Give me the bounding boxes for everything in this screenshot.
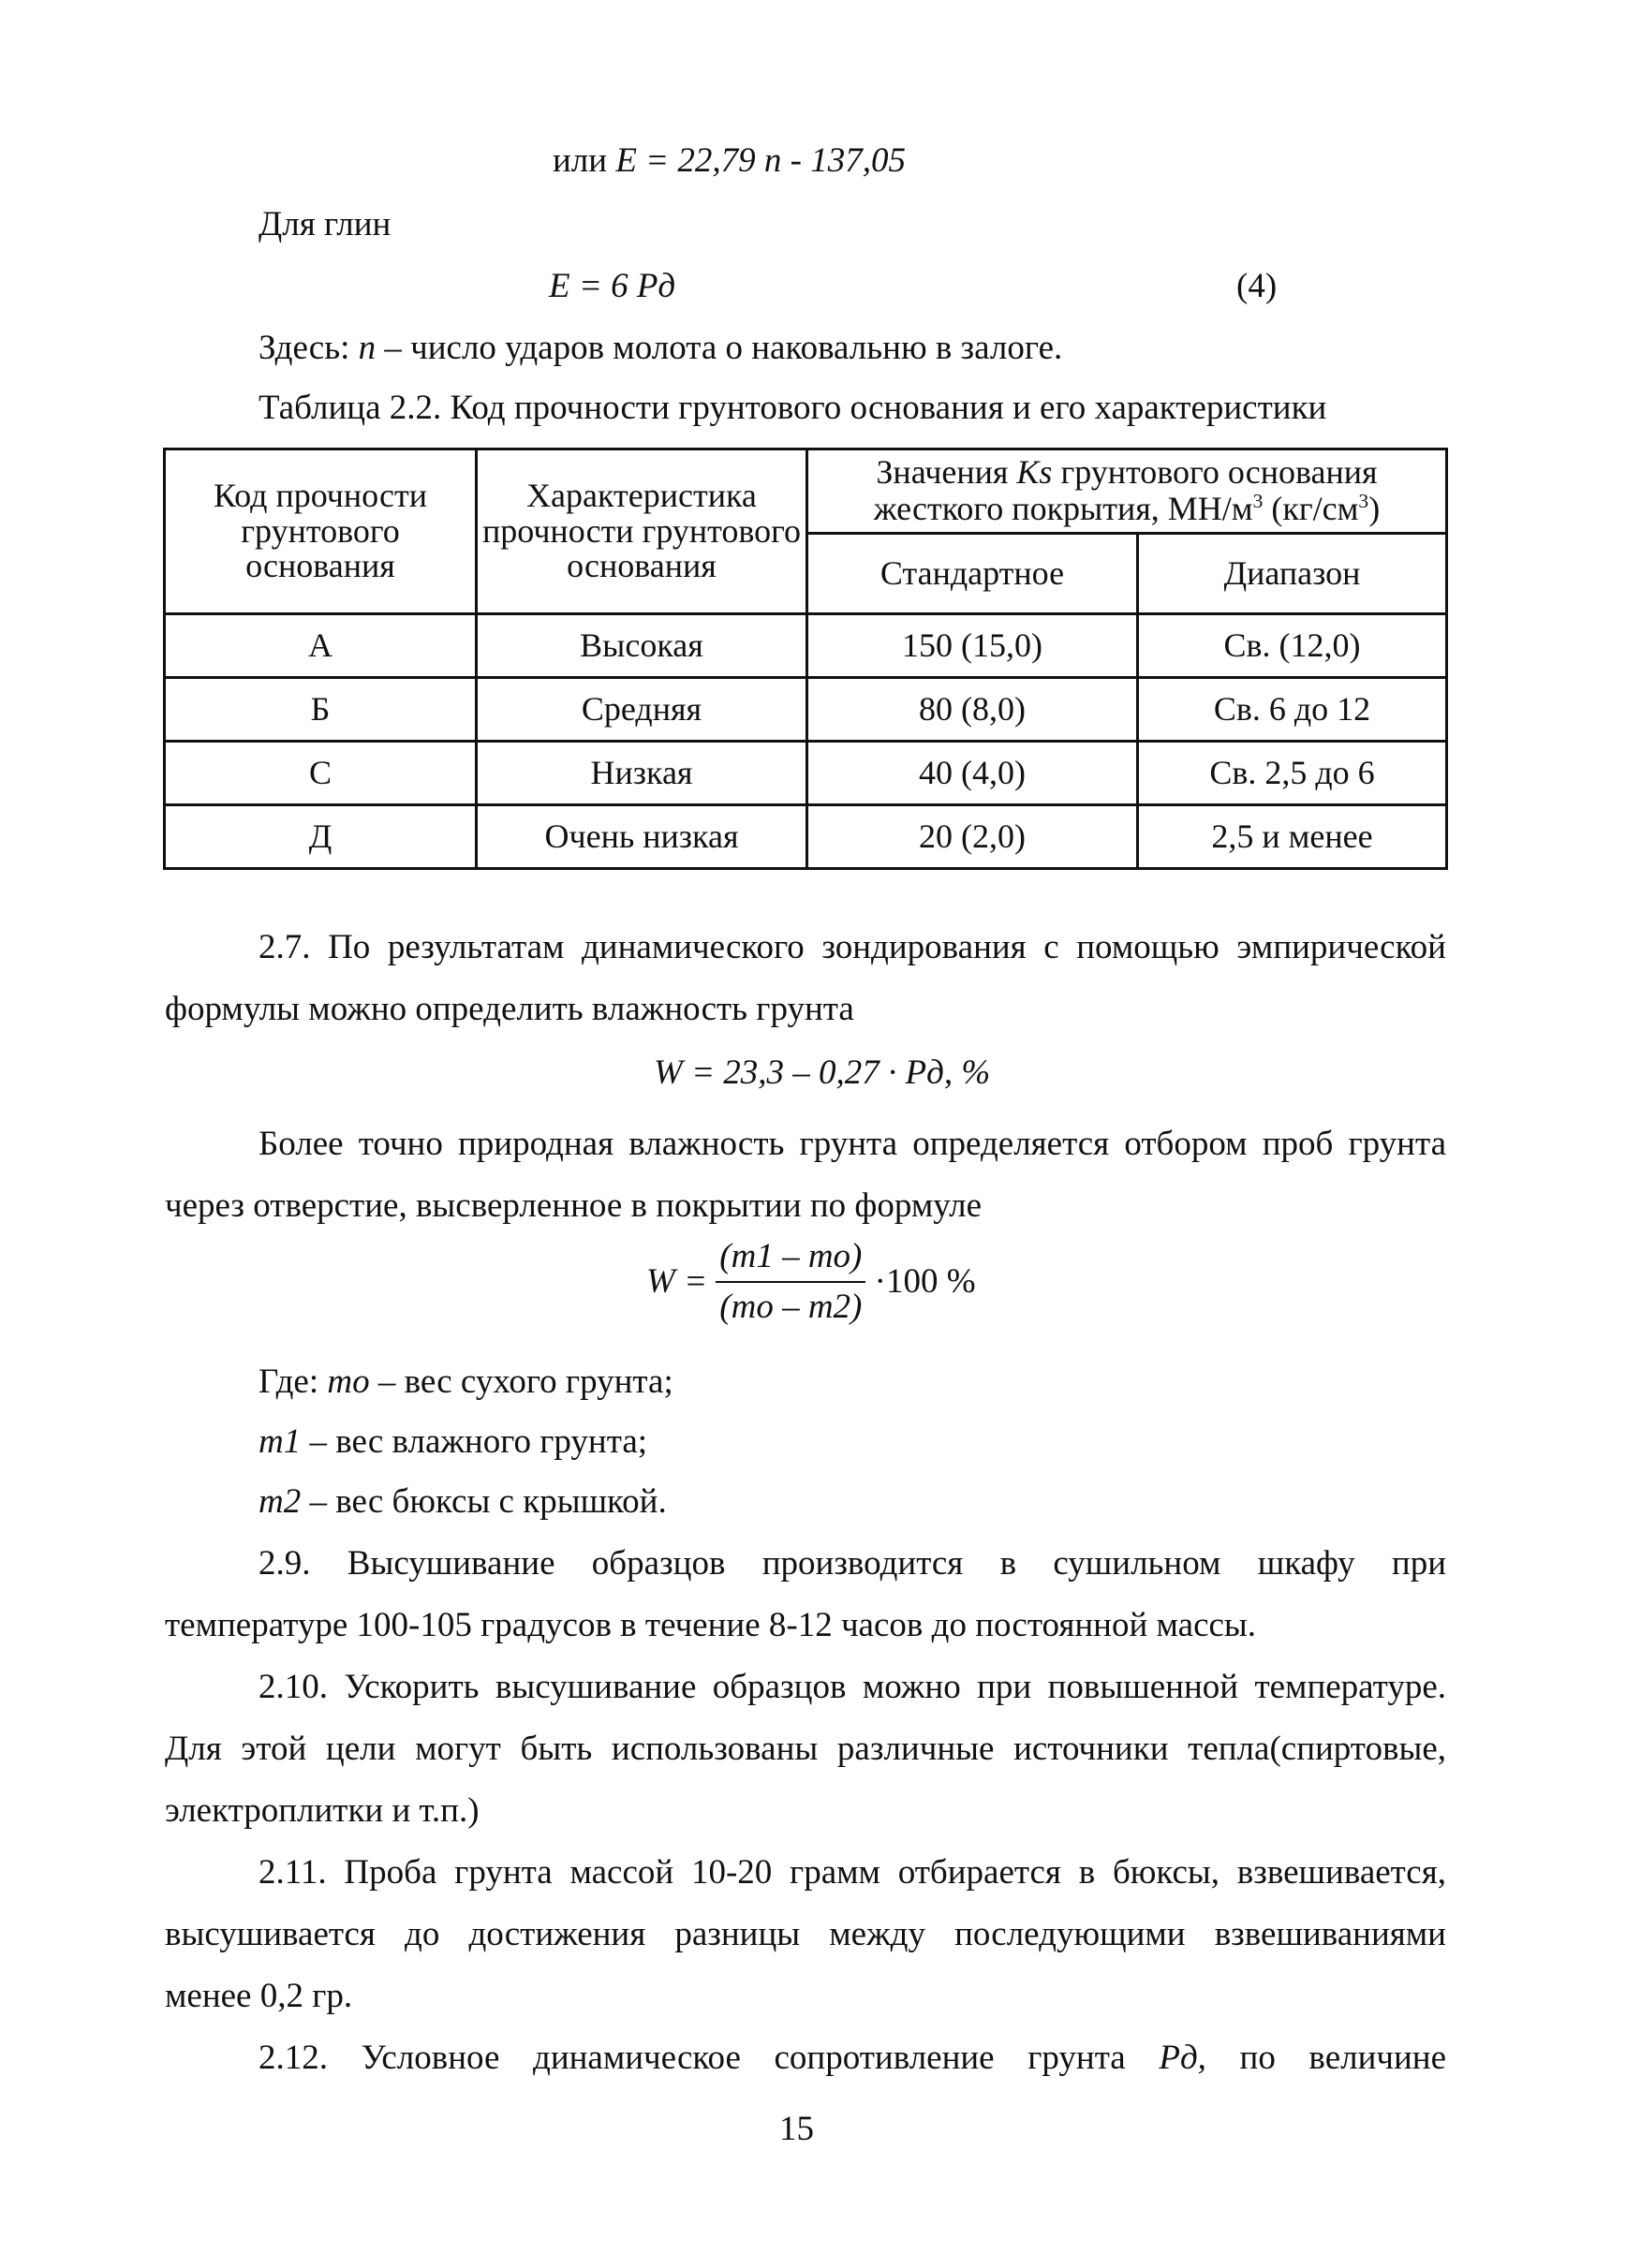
cell-standard: 80 (8,0) [807, 678, 1138, 742]
cell-characteristic: Низкая [477, 742, 807, 805]
here-var: n [358, 329, 377, 367]
header-values-unit: (кг/см [1271, 490, 1359, 527]
formula-alt-body: E = 22,79 n - 137,05 [615, 141, 906, 180]
header-values-mid: грунтового основания жесткого покрытия, МН/м [873, 453, 1378, 527]
para-2-9-line2: температуре 100-105 градусов в течение 8-12 часов до постоянной массы. [165, 1606, 1257, 1644]
header-values-var: Ks [1016, 453, 1053, 492]
formula-lhs: W = [646, 1262, 708, 1302]
header-characteristic: Характеристика прочности грунтового основания [477, 449, 807, 614]
header-code: Код прочности грунтового основания [165, 449, 477, 614]
cell-range: Св. 6 до 12 [1138, 678, 1447, 742]
table-row [165, 805, 1447, 869]
legend-var: m2 [259, 1482, 302, 1521]
formula-fraction [716, 1236, 865, 1329]
para-2-7-line2: формулы можно определить влажность грунта [165, 990, 854, 1028]
table-row [165, 678, 1447, 742]
legend-var: mo [327, 1362, 370, 1401]
cell-range: 2,5 и менее [1138, 805, 1447, 869]
formula-tail: ·100 % [874, 1262, 976, 1302]
para-2-10-line2: Для этой цели могут быть использованы различные источники тепла(спиртовые, [165, 1730, 1446, 1768]
para-2-10-line3: электроплитки и т.п.) [165, 1791, 480, 1830]
para-2-12-end: по величине [1239, 2039, 1447, 2077]
para-2-11-line3: менее 0,2 гр. [165, 1977, 353, 2015]
cell-code: А [165, 614, 477, 678]
cell-characteristic: Средняя [477, 678, 807, 742]
formula-alt-prefix: или [553, 141, 608, 180]
cell-code: Б [165, 678, 477, 742]
formula-moisture-empirical: W = 23,3 – 0,27 · Pд, % [654, 1053, 991, 1092]
para-2-12-line1 [259, 2038, 1446, 2079]
legend-text: – вес влажного грунта; [309, 1422, 648, 1461]
cell-standard: 40 (4,0) [807, 742, 1138, 805]
header-values: Значения Ks грунтового основания жесткого покрытия, $МН/м^3$ $(кг/см^3)$ [807, 449, 1447, 534]
page-number: 15 [779, 2110, 814, 2148]
para-2-12-var: Pд, [1159, 2039, 1206, 2077]
para-2-12-start: 2.12. Условное динамическое сопротивление грунта [259, 2039, 1126, 2077]
formula-alt [553, 140, 906, 182]
cell-characteristic: Высокая [477, 614, 807, 678]
legend-text: – вес сухого грунта; [377, 1362, 673, 1401]
formula-denominator: (mo – m2) [719, 1288, 863, 1327]
para-2-11-line1: 2.11. Проба грунта массой 10-20 грамм отбирается в бюксы, взвешивается, [259, 1853, 1446, 1892]
header-values-prefix: Значения [876, 453, 1009, 492]
legend-line [259, 1481, 667, 1523]
legend-prefix: Где: [259, 1362, 319, 1401]
cell-code: С [165, 742, 477, 805]
header-values-end: ) [1368, 490, 1381, 527]
cell-range: Св. 2,5 до 6 [1138, 742, 1447, 805]
clay-label: Для глин [259, 205, 392, 243]
legend-var: m1 [259, 1422, 302, 1461]
cell-standard: 150 (15,0) [807, 614, 1138, 678]
header-range: Диапазон [1138, 534, 1447, 614]
legend-line [259, 1362, 673, 1403]
cell-standard: 20 (2,0) [807, 805, 1138, 869]
header-standard: Стандартное [807, 534, 1138, 614]
formula-numerator: (m1 – mo) [716, 1236, 865, 1283]
para-2-9-line1: 2.9. Высушивание образцов производится в сушильном шкафу при [259, 1544, 1446, 1583]
here-text: – число ударов молота о наковальню в залоге. [384, 329, 1063, 367]
table-row [165, 742, 1447, 805]
here-prefix: Здесь: [259, 329, 350, 367]
legend-text: – вес бюксы с крышкой. [309, 1482, 667, 1521]
table-row [165, 614, 1447, 678]
cell-code: Д [165, 805, 477, 869]
legend-line [259, 1421, 647, 1463]
para-precise-line2: через отверстие, высверленное в покрытии по формуле [165, 1186, 983, 1225]
para-2-7-line1: 2.7. По результатам динамического зондирования с помощью эмпирической [259, 928, 1446, 966]
cell-characteristic: Очень низкая [477, 805, 807, 869]
formula-moisture-precise [646, 1236, 976, 1329]
here-line [259, 328, 1062, 369]
para-2-11-line2: высушивается до достижения разницы между последующими взвешиваниями [165, 1915, 1446, 1953]
para-2-10-line1: 2.10. Ускорить высушивание образцов можно при повышенной температуре. [259, 1668, 1446, 1706]
strength-table [163, 448, 1448, 870]
para-precise-line1: Более точно природная влажность грунта определяется отбором проб грунта [259, 1125, 1446, 1163]
formula-clay: E = 6 Pд [549, 267, 676, 305]
cell-range: Св. (12,0) [1138, 614, 1447, 678]
formula-clay-number: (4) [1236, 267, 1278, 305]
table-caption: Таблица 2.2. Код прочности грунтового основания и его характеристики [259, 389, 1327, 427]
